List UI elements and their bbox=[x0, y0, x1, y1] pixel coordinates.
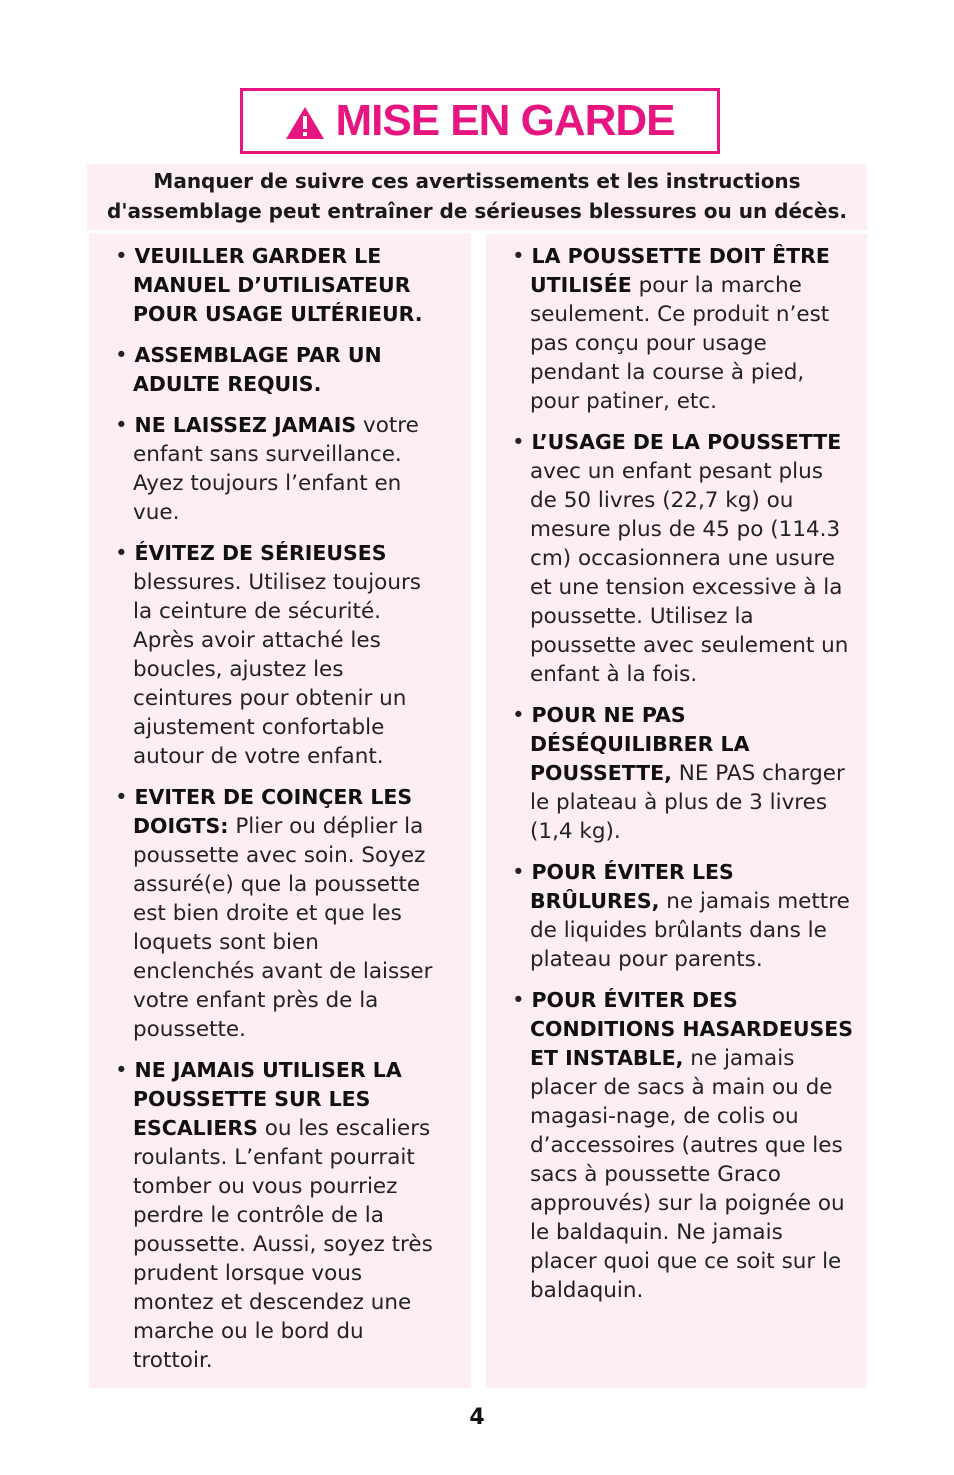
item-text: ne jamais placer de sacs à main ou de magasi-nage, de colis ou d’accessoires (autres que les sacs à poussette Graco approuvés) sur la poignée ou le baldaquin. Ne jamais placer quoi que ce soit sur le baldaquin. bbox=[530, 1046, 845, 1303]
list-item: • NE LAISSEZ JAMAIS votre enfant sans surveillance. Ayez toujours l’enfant en vue. bbox=[115, 413, 419, 525]
item-text: blessures. Utilisez toujours la ceinture de sécurité. Après avoir attaché les boucles, ajustez les ceintures pour obtenir un ajustement confortable autour de votre enfant. bbox=[133, 570, 421, 769]
list-item: • VEUILLER GARDER LE MANUEL D’UTILISATEUR POUR USAGE ULTÉRIEUR. bbox=[115, 244, 423, 326]
item-bold: NE LAISSEZ JAMAIS bbox=[134, 413, 357, 437]
list-item: • ASSEMBLAGE PAR UN ADULTE REQUIS. bbox=[115, 343, 382, 396]
page-title: MISE EN GARDE bbox=[335, 96, 675, 145]
item-text: avec un enfant pesant plus de 50 livres (22,7 kg) ou mesure plus de 45 po (114.3 cm) occasionnera une usure et une tension excessive à la poussette. Utilisez la poussette avec seulement un enfant à la fois. bbox=[530, 459, 849, 687]
item-bold: POUR NE PAS DÉSÉQUILIBRER LA POUSSETTE, bbox=[530, 703, 750, 785]
list-item: • POUR NE PAS DÉSÉQUILIBRER LA POUSSETTE, NE PAS charger le plateau à plus de 3 livres (1,4 kg). bbox=[512, 703, 845, 844]
list-item: • POUR ÉVITER LES BRÛLURES, ne jamais mettre de liquides brûlants dans le plateau pour parents. bbox=[512, 860, 850, 972]
item-bold: POUR ÉVITER DES CONDITIONS HASARDEUSES ET INSTABLE, bbox=[530, 988, 854, 1070]
item-bold: L’USAGE DE LA POUSSETTE bbox=[531, 430, 842, 454]
item-text: NE PAS charger le plateau à plus de 3 livres (1,4 kg). bbox=[530, 761, 845, 844]
item-bold: EVITER DE COINÇER LES DOIGTS: bbox=[133, 785, 413, 838]
page-number: 4 bbox=[469, 1405, 485, 1430]
banner-line-2: d'assemblage peut entraîner de sérieuses blessures ou un décès. bbox=[107, 199, 847, 223]
title-box bbox=[240, 88, 720, 154]
item-bold: ÉVITEZ DE SÉRIEUSES bbox=[134, 541, 387, 565]
list-item: • ÉVITEZ DE SÉRIEUSES blessures. Utilisez toujours la ceinture de sécurité. Après avoir attaché les boucles, ajustez les ceintures pour obtenir un ajustement confortable autour de votre enfant. bbox=[115, 541, 421, 769]
list-item: • NE JAMAIS UTILISER LA POUSSETTE SUR LES ESCALIERS ou les escaliers roulants. L’enfant pourrait tomber ou vous pourriez perdre le contrôle de la poussette. Aussi, soyez très prudent lorsque vous montez et descendez une marche ou le bord du trottoir. bbox=[115, 1058, 433, 1373]
item-bold: VEUILLER GARDER LE MANUEL D’UTILISATEUR POUR USAGE ULTÉRIEUR. bbox=[133, 244, 423, 326]
left-column bbox=[89, 234, 471, 1388]
item-bold: POUR ÉVITER LES BRÛLURES, bbox=[530, 860, 734, 913]
list-item: • POUR ÉVITER DES CONDITIONS HASARDEUSES ET INSTABLE, ne jamais placer de sacs à main ou de magasi-nage, de colis ou d’accessoires (autres que les sacs à poussette Graco approuvés) sur la poignée ou le baldaquin. Ne jamais placer quoi que ce soit sur le baldaquin. bbox=[512, 988, 854, 1303]
item-text: pour la marche seulement. Ce produit n’est pas conçu pour usage pendant la course à pied, pour patiner, etc. bbox=[530, 273, 830, 414]
right-column bbox=[486, 234, 867, 1388]
item-bold: LA POUSSETTE DOIT ÊTRE UTILISÉE bbox=[530, 244, 830, 297]
item-bold: NE JAMAIS UTILISER LA POUSSETTE SUR LES ESCALIERS bbox=[133, 1058, 402, 1140]
item-bold: ASSEMBLAGE PAR UN ADULTE REQUIS. bbox=[133, 343, 382, 396]
warning-banner bbox=[87, 164, 867, 230]
list-item: • LA POUSSETTE DOIT ÊTRE UTILISÉE pour la marche seulement. Ce produit n’est pas conçu pour usage pendant la course à pied, pour patiner, etc. bbox=[512, 244, 830, 414]
banner-line-1: Manquer de suivre ces avertissements et les instructions bbox=[153, 169, 801, 193]
list-item: • EVITER DE COINÇER LES DOIGTS: Plier ou déplier la poussette avec soin. Soyez assuré(e) que la poussette est bien droite et que les loquets sont bien enclenchés avant de laisser votre enfant près de la poussette. bbox=[115, 785, 433, 1042]
item-text: ou les escaliers roulants. L’enfant pourrait tomber ou vous pourriez perdre le contrôle de la poussette. Aussi, soyez très prudent lorsque vous montez et descendez une marche ou le bord du trottoir. bbox=[133, 1116, 433, 1373]
item-text: ne jamais mettre de liquides brûlants dans le plateau pour parents. bbox=[530, 889, 850, 972]
item-text: votre enfant sans surveillance. Ayez toujours l’enfant en vue. bbox=[133, 413, 419, 525]
list-item: • L’USAGE DE LA POUSSETTE avec un enfant pesant plus de 50 livres (22,7 kg) ou mesure plus de 45 po (114.3 cm) occasionnera une usure et une tension excessive à la poussette. Utilisez la poussette avec seulement un enfant à la fois. bbox=[512, 430, 849, 687]
warning-triangle-icon bbox=[285, 106, 325, 140]
item-text: Plier ou déplier la poussette avec soin. Soyez assuré(e) que la poussette est bien droite et que les loquets sont bien enclenchés avant de laisser votre enfant près de la poussette. bbox=[133, 814, 433, 1042]
